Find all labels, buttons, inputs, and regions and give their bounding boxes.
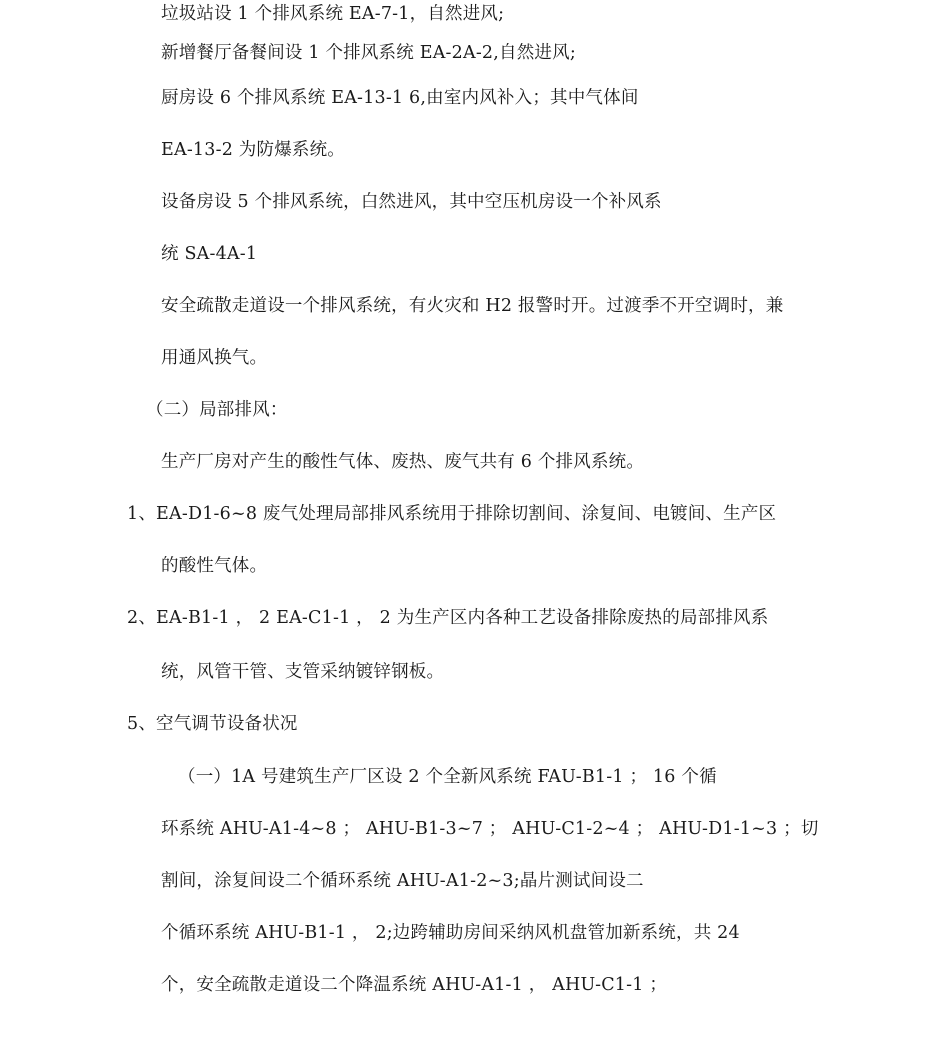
text-line: 用通风换气。 [161,348,268,368]
text-line: 统 SA-4A-1 [161,244,258,264]
text-line: 厨房设 6 个排风系统 EA-13-1 6,由室内风补入；其中气体间 [161,88,639,108]
text-line: （一）1A 号建筑生产厂区设 2 个全新风系统 FAU-B1-1 ； 16 个循 [178,767,717,787]
list-item: 2、EA-B1-1 ， 2 EA-C1-1 ， 2 为生产区内各种工艺设备排除废热的局部排风系 [127,608,769,628]
text-line: 生产厂房对产生的酸性气体、废热、废气共有 6 个排风系统。 [161,452,645,472]
text-line: 割间，涂复间设二个循环系统 AHU-A1-2~3;晶片测试间设二 [161,871,644,891]
section-heading: （二）局部排风： [146,400,288,420]
text-line: 个循环系统 AHU-B1-1 ， 2;边跨辅助房间采纳风机盘管加新系统，共 24 [161,923,740,943]
text-line: 垃圾站设 1 个排风系统 EA-7-1，自然进风; [161,4,505,24]
text-line: 新增餐厅备餐间设 1 个排风系统 EA-2A-2,自然进风; [161,43,576,63]
text-line: EA-13-2 为防爆系统。 [161,140,346,160]
text-line: 安全疏散走道设一个排风系统，有火灾和 H2 报警时开。过渡季不开空调时，兼 [161,296,784,316]
text-line: 个，安全疏散走道设二个降温系统 AHU-A1-1 ， AHU-C1-1 ； [161,975,668,995]
text-line: 设备房设 5 个排风系统，白然进风，其中空压机房设一个补风系 [161,192,662,212]
section-heading: 5、空气调节设备状况 [127,714,298,734]
list-item: 1、EA-D1-6~8 废气处理局部排风系统用于排除切割间、涂复间、电镀间、生产区 [127,504,777,524]
text-line: 的酸性气体。 [161,556,268,576]
text-line: 统，风管干管、支管采纳镀锌钢板。 [161,662,445,682]
text-line: 环系统 AHU-A1-4~8 ； AHU-B1-3~7 ； AHU-C1-2~4 ； AHU-D1-1~3 ；切 [161,819,819,839]
